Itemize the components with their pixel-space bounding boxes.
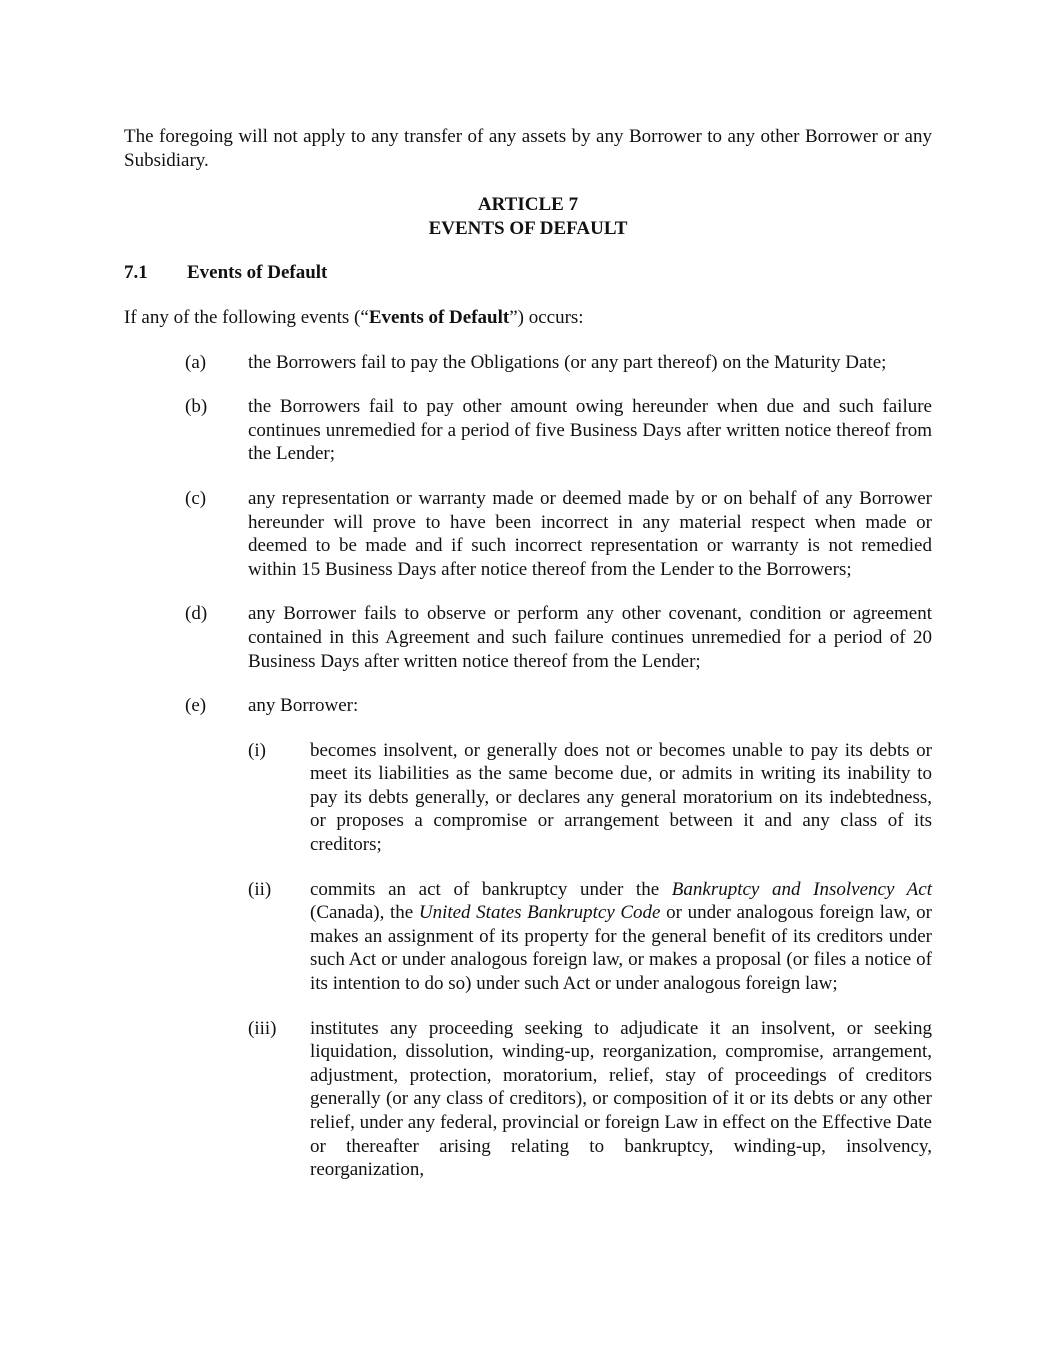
section-title: Events of Default (187, 262, 328, 284)
sub-item-ii (248, 878, 932, 996)
article-heading (124, 193, 932, 240)
sub-item-text: institutes any proceeding seeking to adjudicate it an insolvent, or seeking liquidation, dissolution, winding-up, reorganization, compromise, arrangement, adjustment, protection, moratorium, relief, stay of proceedings of creditors generally (or any class of creditors), or composition of it or its debts or any other relief, under any federal, provincial or foreign Law in effect on the Effective Date or thereafter arising relating to bankruptcy, winding-up, insolvency, reorganization, (310, 1017, 932, 1181)
statute-name-us-code: United States Bankruptcy Code (418, 902, 661, 924)
lead-text-after: ”) occurs: (509, 306, 584, 328)
list-item-label: (b) (185, 396, 208, 418)
list-item-c (185, 487, 932, 581)
list-item-label: (e) (185, 695, 207, 717)
list-item-d (185, 602, 932, 673)
lead-text-before: If any of the following events (“ (124, 306, 369, 328)
sub-item-text-part: commits an act of bankruptcy under the (310, 878, 672, 900)
list-item-label: (c) (185, 487, 207, 509)
section-heading (124, 261, 932, 285)
list-item-b (185, 395, 932, 466)
section-number: 7.1 (124, 262, 148, 284)
sub-item-text (310, 878, 932, 996)
sub-item-iii (248, 1017, 932, 1182)
list-item-label: (a) (185, 351, 207, 373)
statute-name-bia: Bankruptcy and Insolvency Act (671, 878, 932, 900)
lead-paragraph (124, 306, 932, 330)
sub-item-label: (i) (248, 739, 266, 761)
intro-paragraph: The foregoing will not apply to any transfer of any assets by any Borrower to any other Borrower or any Subsidiary. (124, 126, 932, 171)
list-item-text: any Borrower: (248, 695, 359, 717)
sub-item-text-part: (Canada), the (310, 902, 419, 924)
list-item-text: the Borrowers fail to pay the Obligations (or any part thereof) on the Maturity Date; (248, 351, 887, 373)
list-item-e (185, 694, 932, 718)
sub-item-text: becomes insolvent, or generally does not or becomes unable to pay its debts or meet its liabilities as the same become due, or admits in writing its inability to pay its debts generally, or declares any general moratorium on its indebtedness, or proposes a compromise or arrangement between it and any class of its creditors; (310, 739, 932, 856)
sub-item-i (248, 739, 932, 857)
article-number: ARTICLE 7 (477, 194, 579, 216)
sub-item-label: (iii) (248, 1017, 277, 1039)
article-title: EVENTS OF DEFAULT (428, 217, 628, 239)
sub-item-text-part: or under analogous foreign law, or makes an assignment of its property for the general benefit of its creditors under such Act or under analogous foreign law, or makes a proposal (or files a notice of its intention to do so) under such Act or under analogous foreign law; (310, 902, 933, 995)
lead-defined-term: Events of Default (368, 306, 510, 328)
list-item-label: (d) (185, 603, 208, 625)
sub-item-label: (ii) (248, 878, 272, 900)
list-item-text: any Borrower fails to observe or perform any other covenant, condition or agreement contained in this Agreement and such failure continues unremedied for a period of 20 Business Days after written notice thereof from the Lender; (248, 603, 932, 672)
list-item-text: the Borrowers fail to pay other amount owing hereunder when due and such failure continues unremedied for a period of five Business Days after written notice thereof from the Lender; (248, 396, 932, 465)
document-page (124, 125, 932, 1182)
list-item-text: any representation or warranty made or deemed made by or on behalf of any Borrower hereunder will prove to have been incorrect in any material respect when made or deemed to be made and if such incorrect representation or warranty is not remedied within 15 Business Days after notice thereof from the Lender to the Borrowers; (248, 487, 932, 580)
list-item-a (185, 351, 932, 375)
